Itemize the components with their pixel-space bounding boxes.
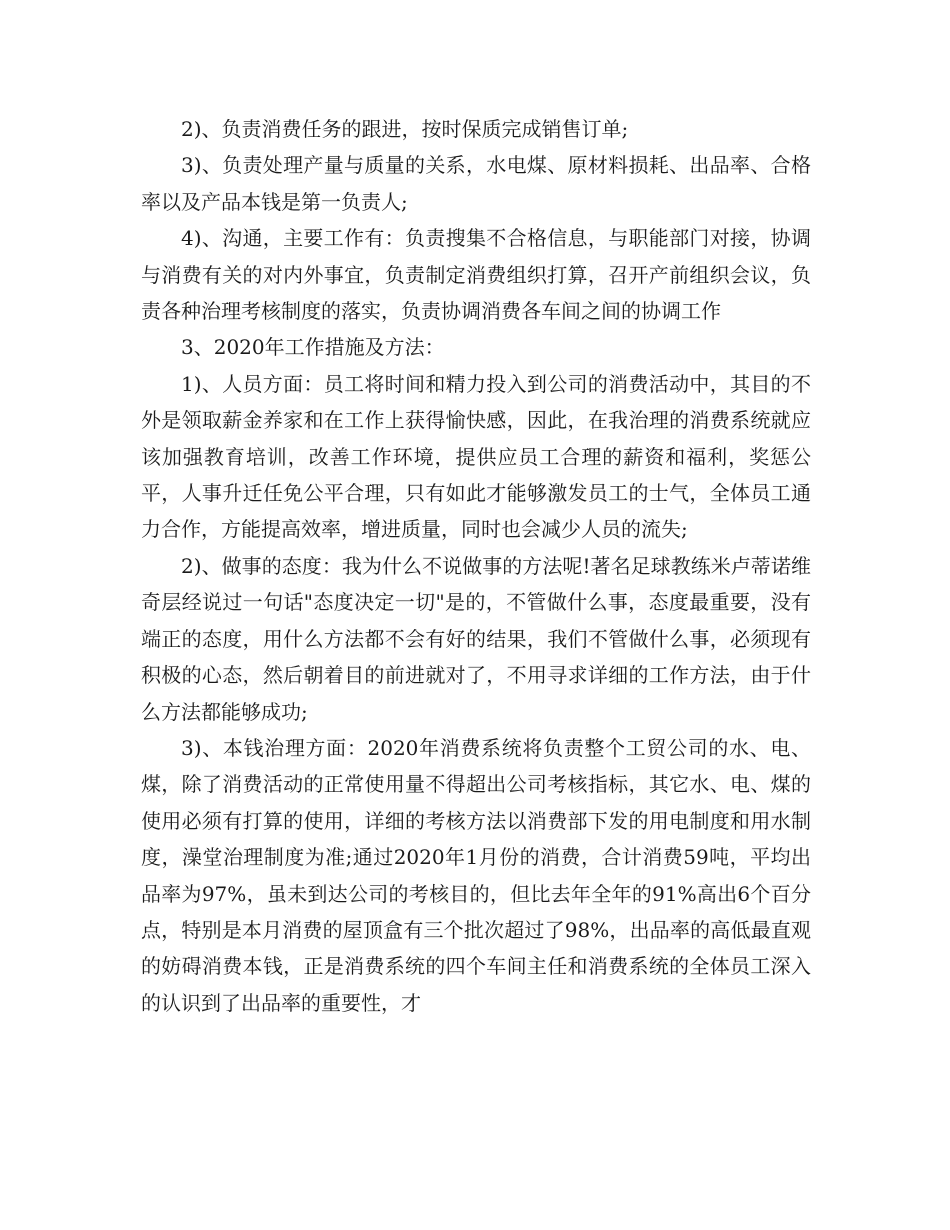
paragraph-cost-management: 3)、本钱治理方面：2020年消费系统将负责整个工贸公司的水、电、煤，除了消费活动的正常使用量不得超出公司考核指标，其它水、电、煤的使用必须有打算的使用，详细的考核方法以消费部下发的用电制度和用水制度，澡堂治理制度为准;通过2020年1月份的消费，合计消费59吨，平均出品率为97%，虽未到达公司的考核目的，但比去年全年的91%高出6个百分点，特别是本月消费的屋顶盒有三个批次超过了98%，出品率的高低最直观的妨碍消费本钱，正是消费系统的四个车间主任和消费系统的全体员工深入的认识到了出品率的重要性，才 (141, 735, 811, 1015)
paragraph-attitude: 2)、做事的态度：我为什么不说做事的方法呢!著名足球教练米卢蒂诺维奇层经说过一句话"态度决定一切"是的，不管做什么事，态度最重要，没有端正的态度，用什么方法都不会有好的结果，我们不管做什么事，必须现有积极的心态，然后朝着目的前进就对了，不用寻求详细的工作方法，由于什么方法都能够成功; (141, 553, 811, 724)
document-body (141, 111, 811, 1021)
paragraph-personnel: 1)、人员方面：员工将时间和精力投入到公司的消费活动中，其目的不外是领取薪金养家和在工作上获得愉快感，因此，在我治理的消费系统就应该加强教育培训，改善工作环境，提供应员工合理的薪资和福利，奖惩公平，人事升迁任免公平合理，只有如此才能够激发员工的士气，全体员工通力合作，方能提高效率，增进质量，同时也会减少人员的流失; (141, 371, 811, 542)
paragraph-item-2-follow-up: 2)、负责消费任务的跟进，按时保质完成销售订单; (181, 117, 629, 141)
paragraph-item-4-communication: 4)、沟通，主要工作有：负责搜集不合格信息，与职能部门对接，协调与消费有关的对内外事宜，负责制定消费组织打算，召开产前组织会议，负责各种治理考核制度的落实，负责协调消费各车间之间的协调工作 (141, 226, 811, 324)
section-heading-2020-measures: 3、2020年工作措施及方法： (181, 335, 445, 360)
paragraph-item-3-output-quality: 3)、负责处理产量与质量的关系，水电煤、原材料损耗、出品率、合格率以及产品本钱是第一负责人; (141, 153, 811, 214)
